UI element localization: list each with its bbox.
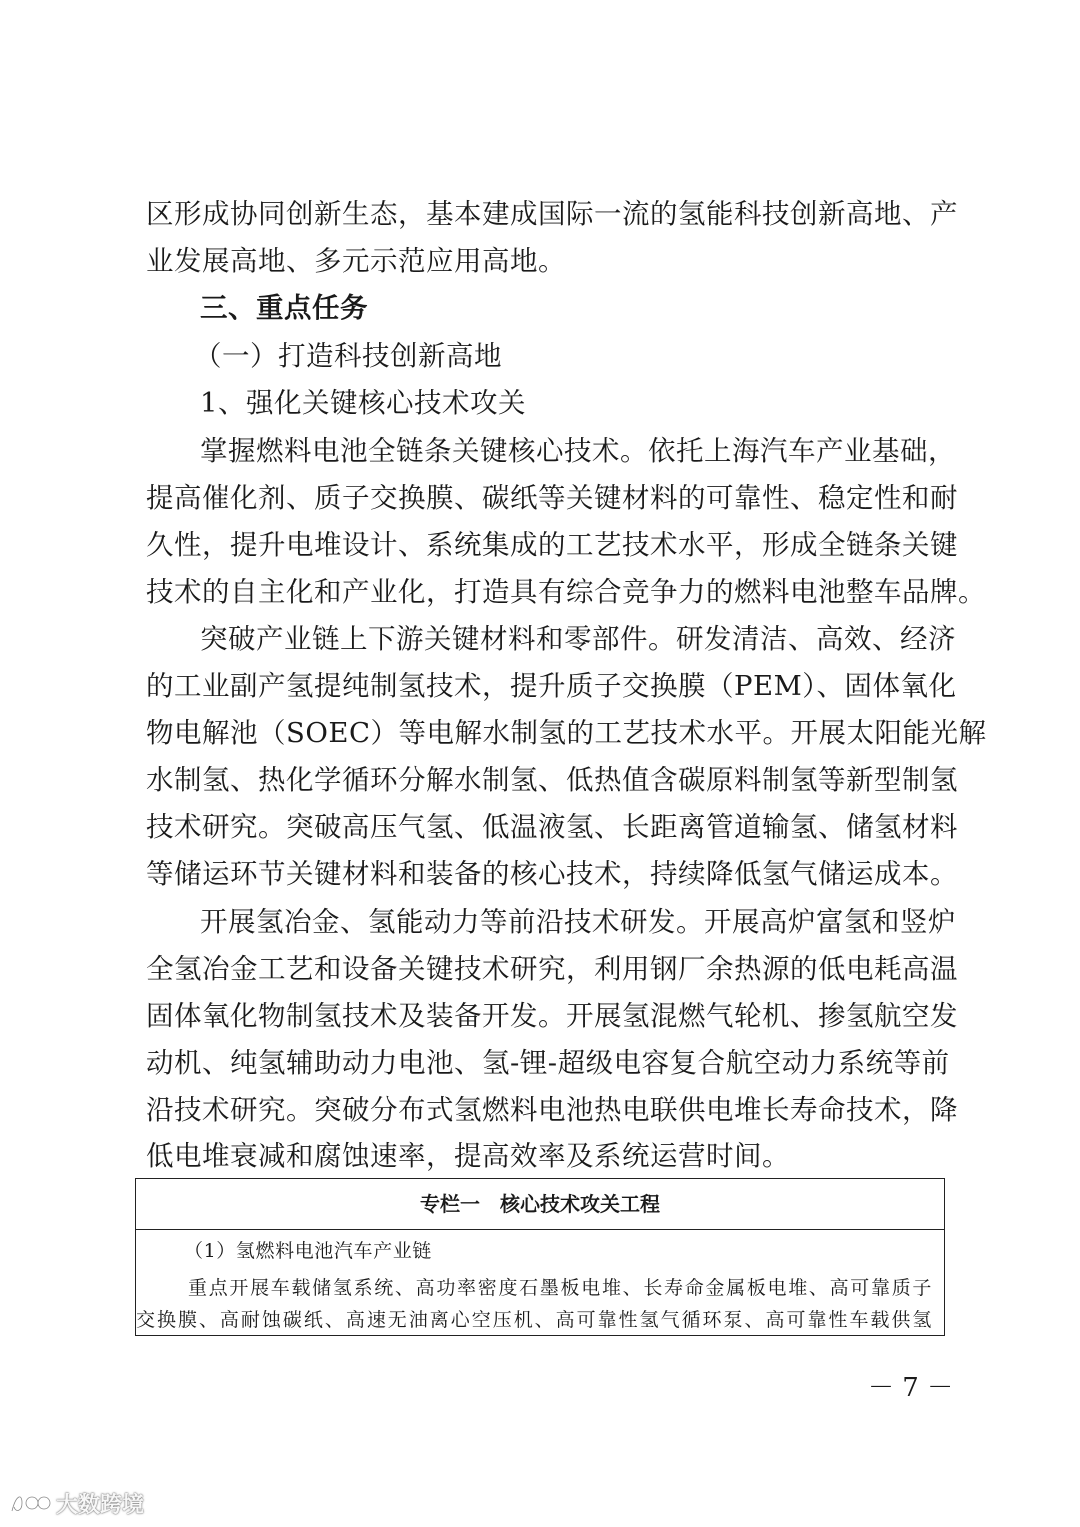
paragraph-line: 全氢冶金工艺和设备关键技术研究，利用钢厂余热源的低电耗高温 (146, 953, 958, 985)
watermark (8, 1486, 144, 1520)
paragraph-line: 动机、纯氢辅助动力电池、氢-锂-超级电容复合航空动力系统等前 (146, 1047, 950, 1079)
paragraph-line: 掌握燃料电池全链条关键核心技术。依托上海汽车产业基础， (200, 435, 956, 467)
subsection-heading: （一）打造科技创新高地 (194, 340, 502, 372)
section-heading: 三、重点任务 (200, 292, 368, 324)
paragraph-line: 业发展高地、多元示范应用高地。 (146, 245, 566, 277)
paragraph-line: 水制氢、热化学循环分解水制氢、低热值含碳原料制氢等新型制氢 (146, 764, 958, 796)
box-line: 重点开展车载储氢系统、高功率密度石墨板电堆、长寿命金属板电堆、高可靠质子 (188, 1277, 932, 1299)
sidebar-box (135, 1178, 945, 1336)
paragraph-line: 固体氧化物制氢技术及装备开发。开展氢混燃气轮机、掺氢航空发 (146, 1000, 958, 1032)
paragraph-line: 技术的自主化和产业化，打造具有综合竞争力的燃料电池整车品牌。 (146, 576, 986, 608)
watermark-text: 大数跨境 (56, 1492, 145, 1518)
paragraph-line: 久性，提升电堆设计、系统集成的工艺技术水平，形成全链条关键 (146, 529, 958, 561)
paragraph-line: 的工业副产氢提纯制氢技术，提升质子交换膜（PEM）、固体氧化 (146, 670, 957, 702)
item-heading: 1、强化关键核心技术攻关 (200, 387, 526, 419)
paragraph-line: 区形成协同创新生态，基本建成国际一流的氢能科技创新高地、产 (146, 198, 958, 230)
paragraph-line: 技术研究。突破高压气氢、低温液氢、长距离管道输氢、储氢材料 (146, 811, 958, 843)
box-title: 专栏一 核心技术攻关工程 (136, 1179, 944, 1230)
paragraph-line: 提高催化剂、质子交换膜、碳纸等关键材料的可靠性、稳定性和耐 (146, 482, 958, 514)
logo-mark-icon (8, 1489, 52, 1517)
paragraph-line: 低电堆衰减和腐蚀速率，提高效率及系统运营时间。 (146, 1140, 790, 1172)
paragraph-line: 沿技术研究。突破分布式氢燃料电池热电联供电堆长寿命技术，降 (146, 1094, 958, 1126)
paragraph-line: 开展氢冶金、氢能动力等前沿技术研发。开展高炉富氢和竖炉 (200, 906, 956, 938)
paragraph-line: 等储运环节关键材料和装备的核心技术，持续降低氢气储运成本。 (146, 858, 958, 890)
paragraph-line: 突破产业链上下游关键材料和零部件。研发清洁、高效、经济 (200, 623, 956, 655)
paragraph-line: 物电解池（SOEC）等电解水制氢的工艺技术水平。开展太阳能光解 (146, 717, 987, 749)
box-line: 交换膜、高耐蚀碳纸、高速无油离心空压机、高可靠性氢气循环泵、高可靠性车载供氢 (136, 1309, 932, 1331)
page-number: － 7 － (868, 1373, 954, 1403)
box-item-heading: （1）氢燃料电池汽车产业链 (184, 1240, 432, 1262)
